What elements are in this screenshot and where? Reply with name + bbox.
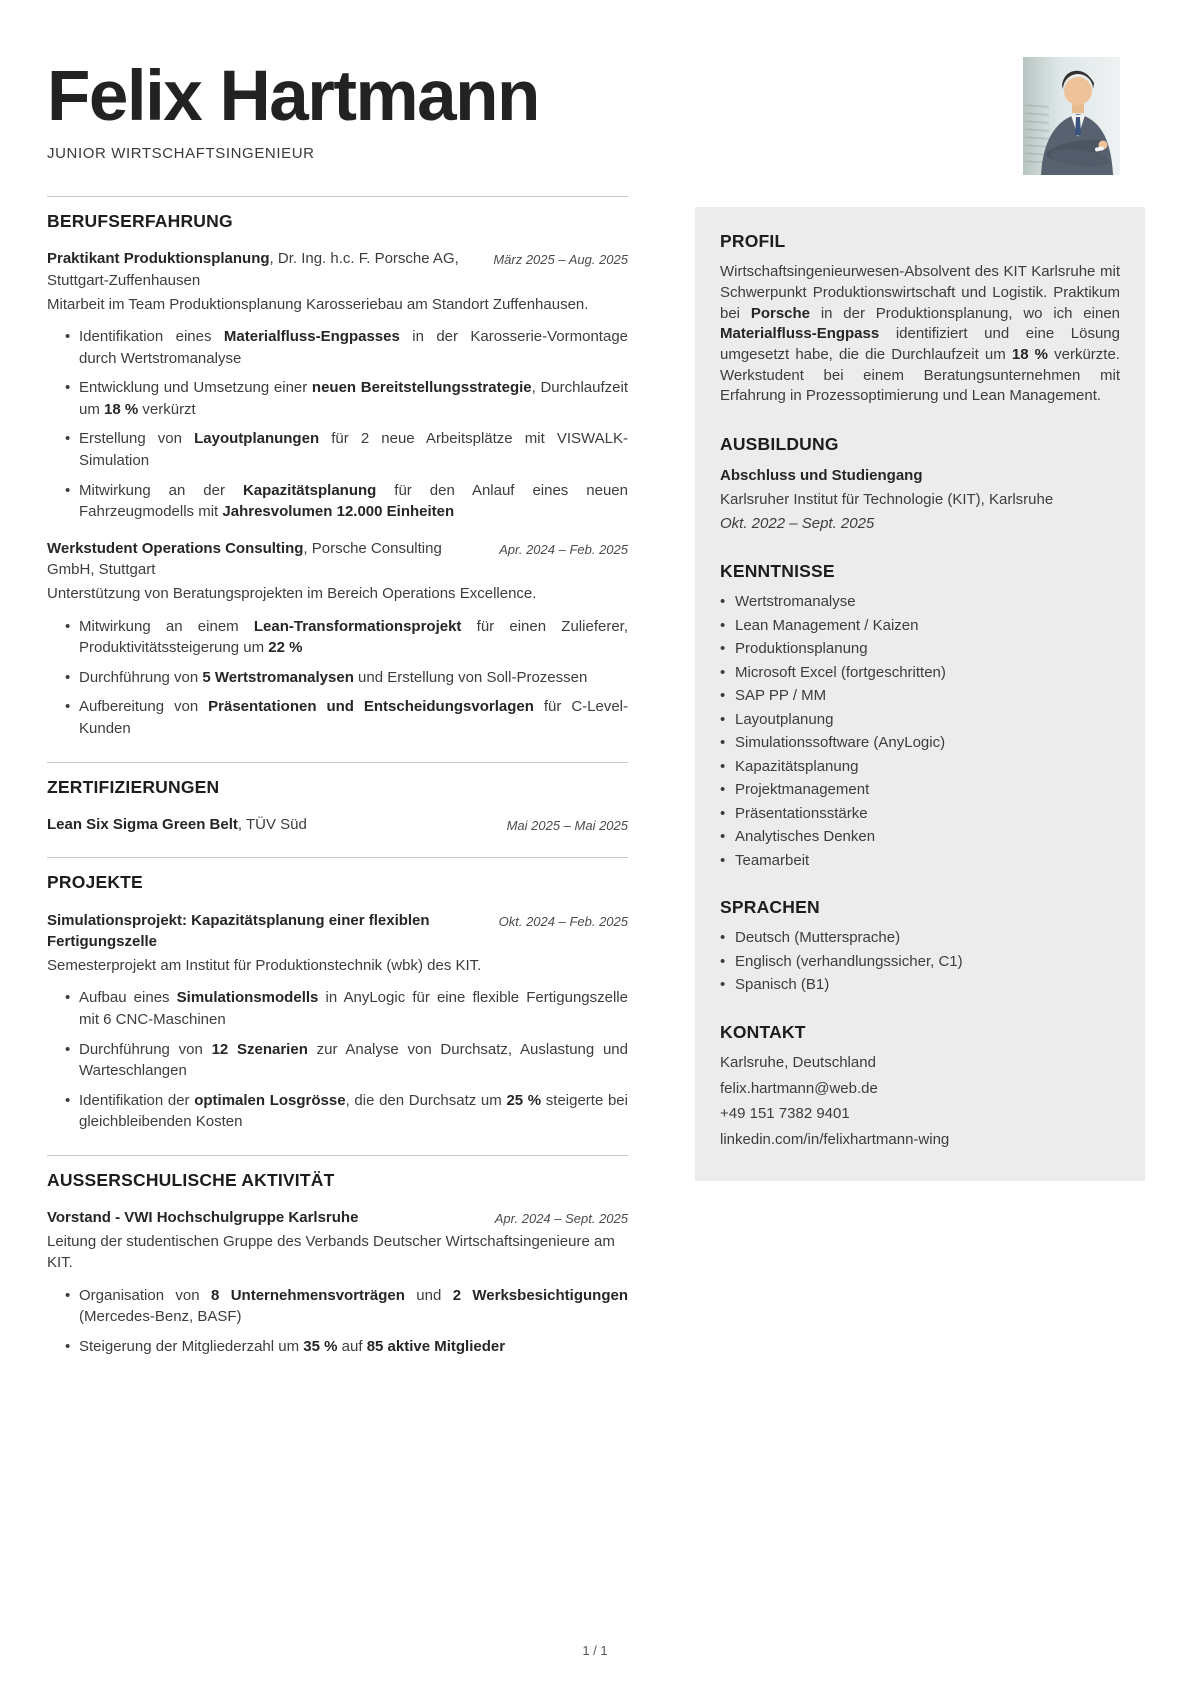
section-title: AUSSERSCHULISCHE AKTIVITÄT bbox=[47, 1169, 335, 1190]
bold-text: Porsche bbox=[750, 304, 811, 322]
entry bbox=[47, 910, 628, 1133]
bold-text: optimalen Losgrösse bbox=[194, 1091, 346, 1109]
sidebar bbox=[695, 207, 1145, 1181]
entry-date: Apr. 2024 – Feb. 2025 bbox=[499, 541, 628, 557]
section-ausserschulische-aktivit-t bbox=[47, 1155, 628, 1358]
bold-text: Layoutplanungen bbox=[194, 430, 320, 448]
section-zertifizierungen bbox=[47, 762, 628, 836]
name: Felix Hartmann bbox=[47, 57, 539, 136]
bold-text: 25 % bbox=[506, 1091, 542, 1109]
contact-line: felix.hartmann@web.de bbox=[720, 1079, 878, 1097]
entry-date: Apr. 2024 – Sept. 2025 bbox=[494, 1211, 628, 1227]
bold-text: Simulationsprojekt: Kapazitätsplanung einer flexiblen Fertigungszelle bbox=[47, 911, 430, 951]
list-item: • Spanisch (B1) bbox=[720, 975, 1120, 995]
section-kenntnisse bbox=[720, 559, 1120, 870]
list-item: • Microsoft Excel (fortgeschritten) bbox=[720, 663, 1120, 683]
bold-text: Präsentationen und Entscheidungsvorlagen bbox=[208, 698, 534, 716]
entry-heading bbox=[47, 910, 628, 953]
entry bbox=[47, 248, 628, 523]
bold-text: 18 % bbox=[104, 400, 139, 418]
section-profil bbox=[720, 229, 1120, 407]
entry-heading: Mai 2025 – Mai 2025 Lean Six Sigma Green Belt, TÜV Süd bbox=[47, 814, 628, 836]
list-item: • Präsentationsstärke bbox=[720, 804, 1120, 824]
bold-text: Materialfluss-Engpasses bbox=[223, 328, 400, 346]
bullet-item: • Identifikation der optimalen Losgrösse, die den Durchsatz um 25 % steigerte bei gleichbleibenden Kosten bbox=[65, 1090, 628, 1133]
bold-text: 12 Szenarien bbox=[211, 1040, 308, 1058]
entry-summary: Mitarbeit im Team Produktionsplanung Karosseriebau am Standort Zuffenhausen. bbox=[47, 295, 589, 313]
section-title: KENNTNISSE bbox=[720, 561, 835, 582]
bullet-item: • Aufbereitung von Präsentationen und Entscheidungsvorlagen für C-Level-Kunden bbox=[65, 696, 628, 739]
section-title: ZERTIFIZIERUNGEN bbox=[47, 776, 220, 797]
bullet-item: • Mitwirkung an der Kapazitätsplanung für den Anlauf eines neuen Fahrzeugmodells mit Jahresvolumen 12.000 Einheiten bbox=[65, 480, 628, 523]
profile-photo bbox=[1023, 57, 1120, 175]
list-item: • Layoutplanung bbox=[720, 710, 1120, 730]
list-item: • Deutsch (Muttersprache) bbox=[720, 928, 1120, 948]
section-title: KONTAKT bbox=[720, 1021, 806, 1042]
bold-text: 5 Wertstromanalysen bbox=[202, 668, 354, 686]
section-sprachen bbox=[720, 895, 1120, 995]
entry-date: Mai 2025 – Mai 2025 bbox=[506, 817, 628, 833]
bullet-list bbox=[47, 987, 628, 1133]
entry-summary: Semesterprojekt am Institut für Produktionstechnik (wbk) des KIT. bbox=[47, 956, 482, 974]
bullet-item: • Entwicklung und Umsetzung einer neuen Bereitstellungsstrategie, Durchlaufzeit um 18 % verkürzt bbox=[65, 377, 628, 420]
bullet-item: • Mitwirkung an einem Lean-Transformationsprojekt für einen Zulieferer, Produktivitätssteigerung um 22 % bbox=[65, 616, 628, 659]
bold-text: Vorstand - VWI Hochschulgruppe Karlsruhe bbox=[47, 1209, 359, 1227]
experience-column bbox=[47, 196, 628, 1380]
list-item: • Englisch (verhandlungssicher, C1) bbox=[720, 952, 1120, 972]
languages-list bbox=[720, 928, 1120, 995]
bullet-item: • Steigerung der Mitgliederzahl um 35 % auf 85 aktive Mitglieder bbox=[65, 1336, 628, 1358]
list-item: • Teamarbeit bbox=[720, 851, 1120, 871]
contact-list bbox=[720, 1053, 1120, 1149]
section-title: BERUFSERFAHRUNG bbox=[47, 211, 233, 232]
bold-text: 22 % bbox=[268, 639, 303, 657]
entry-summary: Leitung der studentischen Gruppe des Verbands Deutscher Wirtschaftsingenieure am KIT. bbox=[47, 1232, 615, 1272]
section-title: PROFIL bbox=[720, 231, 786, 252]
bold-text: 18 % bbox=[1011, 346, 1048, 364]
list-item: • Lean Management / Kaizen bbox=[720, 616, 1120, 636]
job-title: JUNIOR WIRTSCHAFTSINGENIEUR bbox=[47, 144, 315, 162]
page-number: 1 / 1 bbox=[582, 1643, 608, 1659]
bold-text: Jahresvolumen 12.000 Einheiten bbox=[222, 503, 455, 521]
bold-text: Lean Six Sigma Green Belt bbox=[47, 815, 238, 833]
entry bbox=[47, 814, 628, 836]
entry-date: März 2025 – Aug. 2025 bbox=[493, 252, 628, 268]
section-projekte bbox=[47, 857, 628, 1133]
bullet-item: • Aufbau eines Simulationsmodells in AnyLogic für eine flexible Fertigungszelle mit 6 CNC-Maschinen bbox=[65, 987, 628, 1030]
bold-text: Simulationsmodells bbox=[176, 989, 319, 1007]
header bbox=[47, 57, 1145, 164]
section-title: AUSBILDUNG bbox=[720, 434, 839, 455]
entry-heading: Apr. 2024 – Feb. 2025 Werkstudent Operations Consulting, Porsche Consulting GmbH, Stuttgart bbox=[47, 539, 628, 579]
bold-text: 85 aktive Mitglieder bbox=[366, 1338, 506, 1356]
list-item: • Produktionsplanung bbox=[720, 639, 1120, 659]
section-title: PROJEKTE bbox=[47, 872, 143, 893]
bullet-item: • Organisation von 8 Unternehmensvorträgen und 2 Werksbesichtigungen (Mercedes-Benz, BASF) bbox=[65, 1285, 628, 1328]
contact-line: linkedin.com/in/felixhartmann-wing bbox=[720, 1130, 950, 1148]
profile-text: Wirtschaftsingenieurwesen-Absolvent des KIT Karlsruhe mit Schwerpunkt Produktionswirtschaft und Logistik. Praktikum bei Porsche in der Produktionsplanung, wo ich einen Materialfluss-Engpass identifiziert und eine Lösung umgesetzt habe, die die Durchlaufzeit um 18 % verkürzte. Werkstudent bei einem Beratungsunternehmen mit Erfahrung in Prozessoptimierung und Lean Management. bbox=[720, 263, 1120, 405]
list-item: • Kapazitätsplanung bbox=[720, 757, 1120, 777]
list-item: • Wertstromanalyse bbox=[720, 592, 1120, 612]
bullet-item: • Erstellung von Layoutplanungen für 2 neue Arbeitsplätze mit VISWALK-Simulation bbox=[65, 428, 628, 471]
section-ausbildung bbox=[720, 432, 1120, 534]
entry-heading bbox=[47, 1207, 628, 1229]
bold-text: Praktikant Produktionsplanung bbox=[47, 250, 270, 268]
contact-line: Karlsruhe, Deutschland bbox=[720, 1054, 876, 1072]
list-item: • Analytisches Denken bbox=[720, 827, 1120, 847]
degree-label: Abschluss und Studiengang bbox=[720, 467, 923, 485]
list-item: • Projektmanagement bbox=[720, 780, 1120, 800]
list-item: • Simulationssoftware (AnyLogic) bbox=[720, 733, 1120, 753]
bullet-list bbox=[47, 326, 628, 523]
entry-summary: Unterstützung von Beratungsprojekten im Bereich Operations Excellence. bbox=[47, 585, 537, 603]
bold-text: 2 Werksbesichtigungen bbox=[452, 1286, 628, 1304]
section-title: SPRACHEN bbox=[720, 897, 820, 918]
bullet-item: • Durchführung von 5 Wertstromanalysen und Erstellung von Soll-Prozessen bbox=[65, 667, 628, 689]
list-item: • SAP PP / MM bbox=[720, 686, 1120, 706]
bullet-item: • Identifikation eines Materialfluss-Engpasses in der Karosserie-Vormontage durch Wertstromanalyse bbox=[65, 326, 628, 369]
bold-text: Lean-Transformationsprojekt bbox=[253, 617, 462, 635]
entry-date: Okt. 2024 – Feb. 2025 bbox=[498, 913, 628, 929]
bold-text: Materialfluss-Engpass bbox=[720, 325, 880, 343]
entry bbox=[47, 538, 628, 740]
bold-text: 35 % bbox=[303, 1338, 338, 1356]
entry-heading: März 2025 – Aug. 2025 Praktikant Produktionsplanung, Dr. Ing. h.c. F. Porsche AG, Stuttgart-Zuffenhausen bbox=[47, 250, 628, 289]
skills-list bbox=[720, 592, 1120, 870]
content-columns bbox=[47, 196, 1145, 1380]
bold-text: Werkstudent Operations Consulting bbox=[47, 539, 304, 557]
bullet-item: • Durchführung von 12 Szenarien zur Analyse von Durchsatz, Auslastung und Warteschlangen bbox=[65, 1039, 628, 1082]
bold-text: 8 Unternehmensvorträgen bbox=[210, 1286, 405, 1304]
education-date: Okt. 2022 – Sept. 2025 bbox=[720, 514, 875, 532]
school-name: Karlsruher Institut für Technologie (KIT), Karlsruhe bbox=[720, 490, 1054, 508]
bold-text: Kapazitätsplanung bbox=[242, 481, 377, 499]
entry bbox=[47, 1207, 628, 1358]
bullet-list bbox=[47, 616, 628, 740]
contact-line: +49 151 7382 9401 bbox=[720, 1105, 850, 1123]
section-kontakt bbox=[720, 1020, 1120, 1149]
bold-text: neuen Bereitstellungsstrategie bbox=[311, 379, 532, 397]
bullet-list bbox=[47, 1285, 628, 1358]
section-berufserfahrung bbox=[47, 196, 628, 739]
